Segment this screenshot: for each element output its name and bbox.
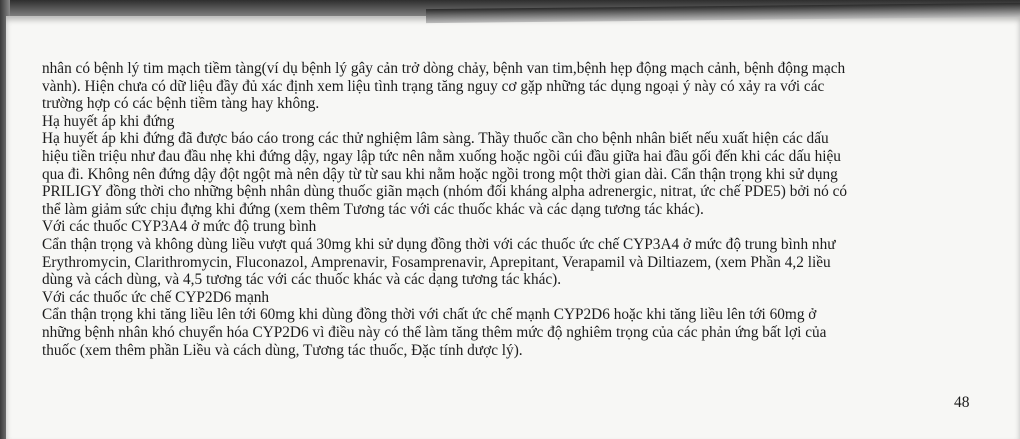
text-line: dùng và cách dùng, và 4,5 tương tác với các thuốc khác và các dạng tương tác khác). (42, 271, 562, 289)
section-heading: Với các thuốc CYP3A4 ở mức độ trung bình (42, 218, 317, 236)
section-heading: Hạ huyết áp khi đứng (42, 112, 175, 130)
text-line: thể làm giảm sức chịu đựng khi đứng (xem thêm Tương tác với các thuốc khác và các dạng tương tác khác). (42, 200, 704, 218)
text-line: Hạ huyết áp khi đứng đã được báo cáo trong các thử nghiệm lâm sàng. Thầy thuốc cần cho bệnh nhân biết nếu xuất hiện các dấu (42, 130, 829, 148)
text-line: Erythromycin, Clarithromycin, Fluconazol, Amprenavir, Fosamprenavir, Aprepitant, Verapamil và Diltiazem, (xem Phần 4,2 liều (42, 253, 831, 271)
text-line: Cẩn thận trọng khi tăng liều lên tới 60mg khi dùng đồng thời với chất ức chế mạnh CYP2D6 hoặc khi tăng liều lên tới 60mg ở (42, 306, 817, 324)
section-heading: Với các thuốc ức chế CYP2D6 mạnh (42, 288, 270, 306)
text-line: hiệu tiền triệu như đau đầu nhẹ khi đứng dậy, ngay lập tức nên nằm xuống hoặc ngồi cúi đầu giữa hai đầu gối đến khi các dấu hiệu (42, 147, 841, 165)
text-line: PRILIGY đồng thời cho những bệnh nhân dùng thuốc giãn mạch (nhóm đối kháng alpha adrenergic, nitrat, ức chế PDE5) bởi nó có (42, 183, 848, 201)
page-number: 48 (954, 394, 970, 411)
text-line: qua đi. Không nên đứng dậy đột ngột mà nên dậy từ từ sau khi nằm hoặc ngồi trong một thời gian dài. Cẩn thận trọng khi sử dụng (42, 165, 838, 183)
text-line: nhân có bệnh lý tim mạch tiềm tàng(ví dụ bệnh lý gây cản trở dòng chảy, bệnh van tim,bệnh hẹp động mạch cảnh, bệnh động mạch (42, 60, 846, 77)
body-text (42, 60, 982, 359)
text-line: vành). Hiện chưa có dữ liệu đầy đủ xác định xem liệu tình trạng tăng nguy cơ gặp những tác dụng ngoại ý này có xảy ra với các (42, 77, 825, 95)
document-page (6, 16, 1020, 439)
text-line: những bệnh nhân khó chuyển hóa CYP2D6 vì điều này có thể làm tăng thêm mức độ nghiêm trọng của các phản ứng bất lợi của (42, 323, 827, 341)
text-line: Cẩn thận trọng và không dùng liều vượt quá 30mg khi sử dụng đồng thời với các thuốc ức chế CYP3A4 ở mức độ trung bình như (42, 235, 836, 253)
text-line: trường hợp có các bệnh tiềm tàng hay không. (42, 95, 320, 113)
text-line: thuốc (xem thêm phần Liều và cách dùng, Tương tác thuốc, Đặc tính dược lý). (42, 341, 523, 359)
